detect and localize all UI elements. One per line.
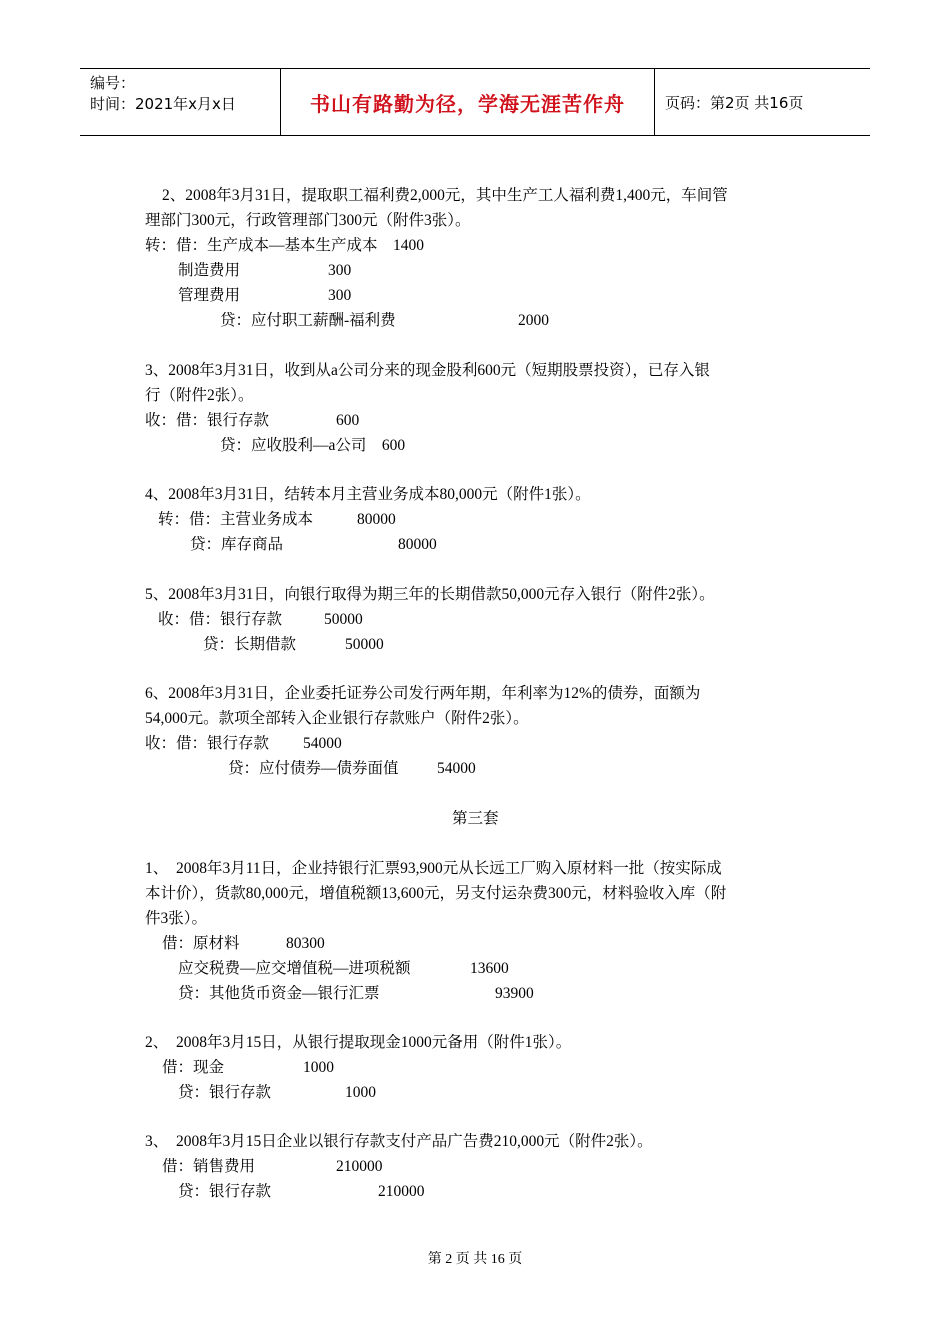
entry-amount: 80300 <box>286 935 325 952</box>
entry-line: 贷：应收股利—a公司 600 <box>220 437 406 454</box>
entry-account: 收：借：银行存款 <box>158 611 283 628</box>
entry-account: 收：借：银行存款 <box>145 412 270 429</box>
entry-amount: 80000 <box>398 536 437 553</box>
text-line: 行（附件2张）。 <box>145 387 254 404</box>
header-right <box>655 69 870 135</box>
entry-amount: 300 <box>328 287 352 304</box>
entry-amount: 210000 <box>378 1183 425 1200</box>
entry-account: 借：原材料 <box>162 935 240 952</box>
header-middle <box>281 69 655 135</box>
page-header <box>80 68 870 136</box>
entry-account: 贷：库存商品 <box>190 536 284 553</box>
entry-amount: 50000 <box>345 636 384 653</box>
entry-amount: 54000 <box>437 760 476 777</box>
entry-account: 管理费用 <box>178 287 241 304</box>
entry-amount: 1000 <box>345 1084 376 1101</box>
text-line: 3、2008年3月31日，收到从a公司分来的现金股利600元（短期股票投资），已存入银 <box>145 362 710 379</box>
text-line: 2、 2008年3月15日，从银行提取现金1000元备用（附件1张）。 <box>145 1034 572 1051</box>
entry-account: 贷：应付债券—债券面值 <box>228 760 399 777</box>
text-line: 5、2008年3月31日，向银行取得为期三年的长期借款50,000元存入银行（附件2张）。 <box>145 586 715 603</box>
text-line: 4、2008年3月31日，结转本月主营业务成本80,000元（附件1张）。 <box>145 486 591 503</box>
entry-amount: 2000 <box>518 312 549 329</box>
text-line: 2、2008年3月31日，提取职工福利费2,000元，其中生产工人福利费1,400元，车间管 <box>162 187 728 204</box>
entry-account: 转：借：主营业务成本 <box>158 511 314 528</box>
page-footer: 第 2 页 共 16 页 <box>427 1252 523 1267</box>
entry-account: 贷：其他货币资金—银行汇票 <box>178 985 380 1002</box>
entry-account: 贷：银行存款 <box>178 1084 272 1101</box>
entry-amount: 50000 <box>324 611 363 628</box>
entry-account: 应交税费—应交增值税—进项税额 <box>178 960 411 977</box>
entry-account: 借：现金 <box>162 1059 225 1076</box>
header-left <box>80 69 281 135</box>
text-line: 54,000元。款项全部转入企业银行存款账户（附件2张）。 <box>145 710 529 727</box>
date-label: 时间：2021年x月x日 <box>90 95 236 113</box>
entry-amount: 13600 <box>470 960 509 977</box>
entry-amount: 600 <box>336 412 360 429</box>
entry-account: 制造费用 <box>178 262 241 279</box>
entry-amount: 1000 <box>303 1059 334 1076</box>
entry-line: 转：借：生产成本—基本生产成本 1400 <box>145 237 425 254</box>
number-label: 编号： <box>90 74 136 92</box>
entry-amount: 210000 <box>336 1158 383 1175</box>
entry-account: 收：借：银行存款 <box>145 735 270 752</box>
text-line: 1、 2008年3月11日，企业持银行汇票93,900元从长远工厂购入原材料一批（按实际成 <box>145 860 722 877</box>
entry-amount: 93900 <box>495 985 534 1002</box>
section-title: 第三套 <box>452 810 499 827</box>
text-line: 3、 2008年3月15日企业以银行存款支付产品广告费210,000元（附件2张）。 <box>145 1133 653 1150</box>
entry-account: 借：销售费用 <box>162 1158 256 1175</box>
entry-account: 贷：银行存款 <box>178 1183 272 1200</box>
text-line: 6、2008年3月31日，企业委托证券公司发行两年期，年利率为12%的债券，面额为 <box>145 685 701 702</box>
text-line: 理部门300元，行政管理部门300元（附件3张）。 <box>145 212 471 229</box>
motto: 书山有路勤为径，学海无涯苦作舟 <box>310 91 625 116</box>
entry-account: 贷：长期借款 <box>203 636 297 653</box>
entry-amount: 54000 <box>303 735 342 752</box>
entry-account: 贷：应付职工薪酬-福利费 <box>220 312 396 329</box>
entry-amount: 80000 <box>357 511 396 528</box>
page-label: 页码：第2页 共16页 <box>665 93 804 112</box>
entry-amount: 300 <box>328 262 352 279</box>
text-line: 件3张）。 <box>145 910 208 927</box>
text-line: 本计价），货款80,000元，增值税额13,600元，另支付运杂费300元，材料验收入库（附 <box>145 885 727 902</box>
